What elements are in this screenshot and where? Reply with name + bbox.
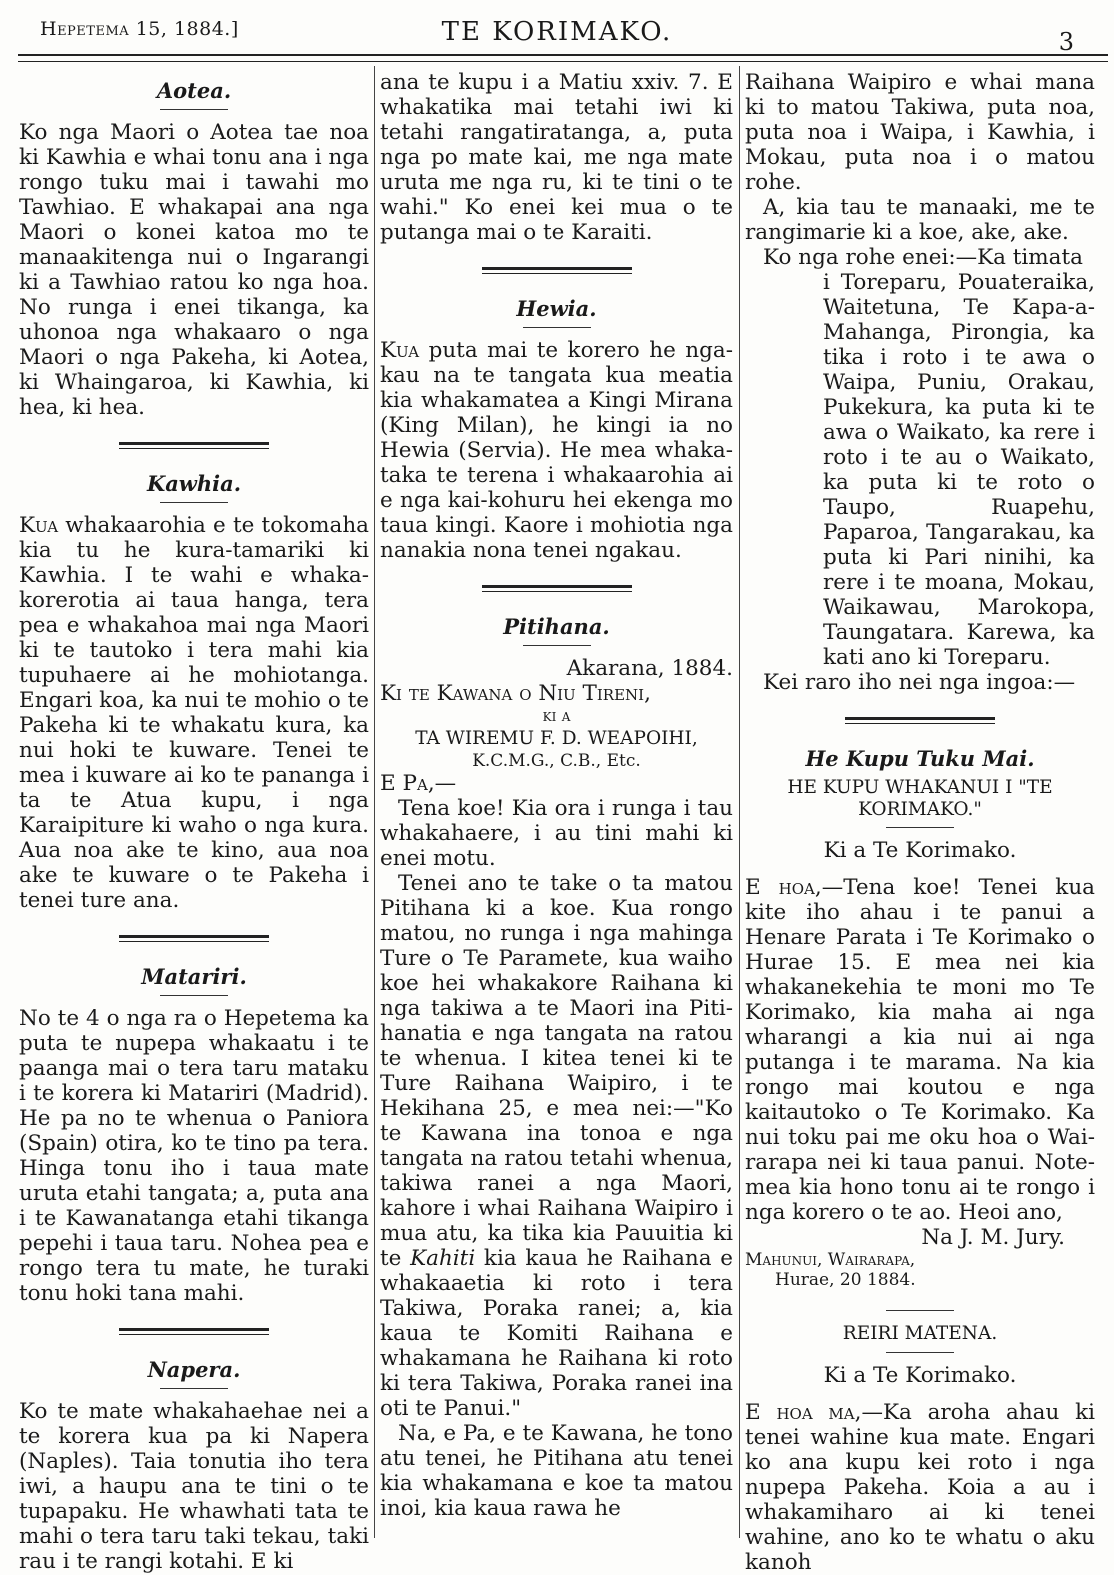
letter-body bbox=[745, 875, 1095, 1225]
letter-addressee: Ki a Te Korimako. bbox=[823, 838, 1017, 863]
short-rule bbox=[886, 827, 954, 828]
continued-text: ana te kupu i a Matiu xxiv. 7. E whakatika mai tetahi iwi ki tetahi rangatiratanga, a, puta nga po mate kai, me nga mate uruta me nga ru, ki te tini o te wahi." Ko enei kei mua o te putanga mai o te Karaiti. bbox=[380, 70, 733, 245]
addressee-line: Ki te Kawana o Niu Tireni, bbox=[380, 681, 651, 706]
section-divider bbox=[845, 717, 995, 724]
column-divider bbox=[739, 66, 740, 1538]
short-rule bbox=[886, 1352, 954, 1353]
masthead-rule bbox=[18, 54, 1108, 56]
short-rule bbox=[523, 327, 591, 328]
article-heading-kupu: He Kupu Tuku Mai. bbox=[805, 746, 1035, 771]
short-rule bbox=[160, 995, 228, 996]
article-body-aotea: Ko nga Maori o Aotea tae noa ki Kawhia e whai tonu ana i nga rongo tuku mai i tawahi mo Tawhiao. E whakapai ana nga Maori o konei katoa mo te manaakitenga nui o Ingarangi ki a Tawhiao ratou ko nga hoa. No runga i enei tikanga, ka uhonoa nga whakaaro o nga Maori o nga Pakeha, ki Aotea, ki Whaingaroa, ki Kawhia, ki hea, ki hea. bbox=[19, 120, 369, 420]
body-text: —Ka aroha ahau ki tenei wahine kua mate. Engari ko ana kupu kei roto i nga nupepa Pakeha. Koia a au i whakamiharo ai ki tenei wahine, ano ko te whatu o aku kanoh bbox=[745, 1400, 1095, 1575]
salutation: E hoa, bbox=[745, 875, 822, 900]
article-heading-aotea: Aotea. bbox=[156, 78, 232, 103]
body-text: Tenei ano te take o ta matou Pitihana ki a koe. Kua rongo matou, no runga i nga mahinga Ture o Te Paramete, kua waiho koe hei whakakore Raihana ki nga takiwa a te Maori ina Pitihanatia e nga tangata na ratou te whenua. I kitea tenei ki te Ture Raihana Waipiro, i te Hekihana 25, e mea nei:—"Ko te Kawana ina tonoa e nga tangata na ratou tetahi whenua, takiwa ranei a nga Maori, kahore i whai Raihana Waipiro i mua atu, ka tika kia Pauuitia ki te bbox=[380, 871, 733, 1271]
dateline: Akarana, 1884. bbox=[566, 656, 733, 681]
body-text: —Tena koe! Tenei kua kite iho ahau i te panui a Henare Parata i Te Korimako o Hurae 15. E mea nei kia whakanekehia te moni mo Te Korimako, kia maha ai nga wharangi a kia nui ai nga putanga i te marama. Na kia rongo mai koutou e nga kaitautoko o Te Korimako. Ka nui toku pai me oku hoa o Wairarapa nei ki taua panui. Notemea kia hono tonu ai te rongo i nga korero o te ao. Heoi ano, bbox=[745, 875, 1095, 1225]
article-heading-reiri: REIRI MATENA. bbox=[842, 1323, 998, 1344]
newspaper-title: TE KORIMAKO. bbox=[441, 17, 673, 47]
article-body-kawhia bbox=[19, 513, 369, 913]
boundaries-list: i Toreparu, Pouateraika, Waitetuna, Te Kapa-a-Mahanga, Pirongia, ka tika i roto i te awa o Waipa, Puniu, Orakau, Pukekura, ka puta ki te awa o Waikato, ka rere i roto i te au o Waikato, ka puta ki te roto o Taupo, Ruapehu, Paparoa, Tangarakau, ka puta ki Pari ninihi, ka rere i te moana, Mokau, Waikawau, Marokopa, Taungatara. Karewa, ka kati ano ki Toreparu. bbox=[823, 270, 1095, 670]
names-line: Kei raro iho nei nga ingoa:— bbox=[763, 670, 1076, 695]
letter-body bbox=[745, 1400, 1095, 1575]
lead-word: Kua bbox=[380, 338, 420, 363]
body-text: puta mai te korero he ngakau na te tangata kua meatia kia whakamatea a Kingi Mirana (King Milan), he kingi ia no Hewia (Servia). He mea whakataka te terena i whakaarohia ai e nga kai-kohuru hei ekenga mo taua kingi. Kaore i mohiotia nga nanakia nona tenei ngakau. bbox=[380, 338, 733, 563]
short-rule bbox=[160, 109, 228, 110]
article-heading-napera: Napera. bbox=[147, 1357, 241, 1382]
column-2 bbox=[380, 70, 733, 1538]
lead-word: Kua bbox=[19, 513, 59, 538]
article-subheading: HE KUPU WHAKANUI I "TE KORIMAKO." bbox=[787, 777, 1053, 820]
article-heading-hewia: Hewia. bbox=[516, 296, 597, 321]
addressee-name: TA WIREMU F. D. WEAPOIHI, bbox=[415, 728, 698, 749]
short-rule bbox=[886, 1310, 954, 1311]
short-rule bbox=[160, 502, 228, 503]
issue-date: Hepetema 15, 1884.] bbox=[40, 18, 239, 40]
continued-text: Raihana Waipiro e whai mana ki to matou Takiwa, puta noa, puta noa i Waipa, i Kawhia, i Mokau, puta noa i o matou rohe. bbox=[745, 70, 1095, 195]
letter-addressee: Ki a Te Korimako. bbox=[823, 1363, 1017, 1388]
article-heading-matariri: Matariri. bbox=[141, 964, 247, 989]
salutation: E Pa,— bbox=[380, 771, 457, 796]
section-divider bbox=[119, 1328, 269, 1335]
column-divider bbox=[374, 66, 375, 1538]
article-body-matariri: No te 4 o nga ra o Hepetema ka puta te nupepa whakaatu i te paanga mai o tera taru mataku i te korera ki Matariri (Madrid). He pa no te whenua o Paniora (Spain) otira, ko te tino pa tera. Hinga tonu iho i taua mate uruta etahi tangata; a, puta ana i te Kawanatanga etahi tikanga pepehi i taua taru. Nohea pea e rongo tera tu mate, he turaki tonu hoki tana mahi. bbox=[19, 1006, 369, 1306]
salutation: E hoa ma, bbox=[745, 1400, 862, 1425]
short-rule bbox=[160, 1388, 228, 1389]
article-body-hewia bbox=[380, 338, 733, 563]
spacer bbox=[745, 863, 1095, 875]
section-divider bbox=[119, 442, 269, 449]
article-body-napera: Ko te mate whakahaehae nei a te korera kua pa ki Napera (Naples). Taia tonutia iho tera iwi, a haupu ana te tini o te tupapaku. He whawhati tata te mahi o tera taru taki tekau, taki rau i te rangi kotahi. E ki bbox=[19, 1399, 369, 1574]
article-heading-pitihana: Pitihana. bbox=[503, 614, 610, 639]
petition-paragraph bbox=[380, 871, 733, 1421]
petition-paragraph: Tena koe! Kia ora i runga i tau whakahaere, i au tini mahi ki enei motu. bbox=[380, 796, 733, 871]
blessing-paragraph: A, kia tau te manaaki, me te rangimarie ki a koe, ake, ake. bbox=[745, 195, 1095, 245]
column-3 bbox=[745, 70, 1095, 1575]
letter-place: Mahunui, Wairarapa, bbox=[745, 1250, 916, 1270]
article-heading-kawhia: Kawhia. bbox=[146, 471, 242, 496]
page-number: 3 bbox=[1058, 28, 1074, 56]
ki-a-line: ki a bbox=[542, 706, 571, 726]
section-divider bbox=[482, 585, 632, 592]
column-1 bbox=[19, 70, 369, 1574]
body-text: whakaarohia e te tokomaha kia tu he kura-tamariki ki Kawhia. I te wahi e whakakorerotia ai taua hanga, tera pea e whakahoa mai nga Maori ki te tautoko i tera mahi kia tupuhaere ai he mohiotanga. Engari koa, ka nui te mohio o te Pakeha ki te whakatu kura, ka nui hoki te kuware. Tenei te mea i kuware ai ko te pananga i ta te Atua kupu, i nga Karaipiture ki waho o nga kura. Aua noa ake te kino, aua noa ake te kuware o te Pakeha i tenei ture ana. bbox=[19, 513, 369, 913]
letter-date: Hurae, 20 1884. bbox=[775, 1270, 916, 1290]
letter-signature: Na J. M. Jury. bbox=[921, 1225, 1065, 1250]
masthead bbox=[0, 0, 1114, 62]
addressee-honours: K.C.M.G., C.B., Etc. bbox=[472, 751, 641, 771]
spacer bbox=[745, 1388, 1095, 1400]
italic-word: Kahiti bbox=[410, 1246, 476, 1271]
section-divider bbox=[119, 935, 269, 942]
boundaries-lead: Ko nga rohe enei:—Ka timata bbox=[763, 245, 1083, 270]
masthead-rule bbox=[18, 61, 1108, 62]
petition-paragraph: Na, e Pa, e te Kawana, he tono atu tenei, he Pitihana atu tenei kia whakamana e koe ta matou inoi, kia kaua rawa he bbox=[380, 1421, 733, 1521]
section-divider bbox=[482, 267, 632, 274]
body-text: kia kaua he Raihana e whakaaetia ki roto i tera Takiwa, Poraka ranei; a, kia kaua te Komiti Raihana e whakamana he Raihana ki roto ki tera Takiwa, Poraka ranei ina oti te Panui." bbox=[380, 1246, 733, 1421]
short-rule bbox=[523, 645, 591, 646]
